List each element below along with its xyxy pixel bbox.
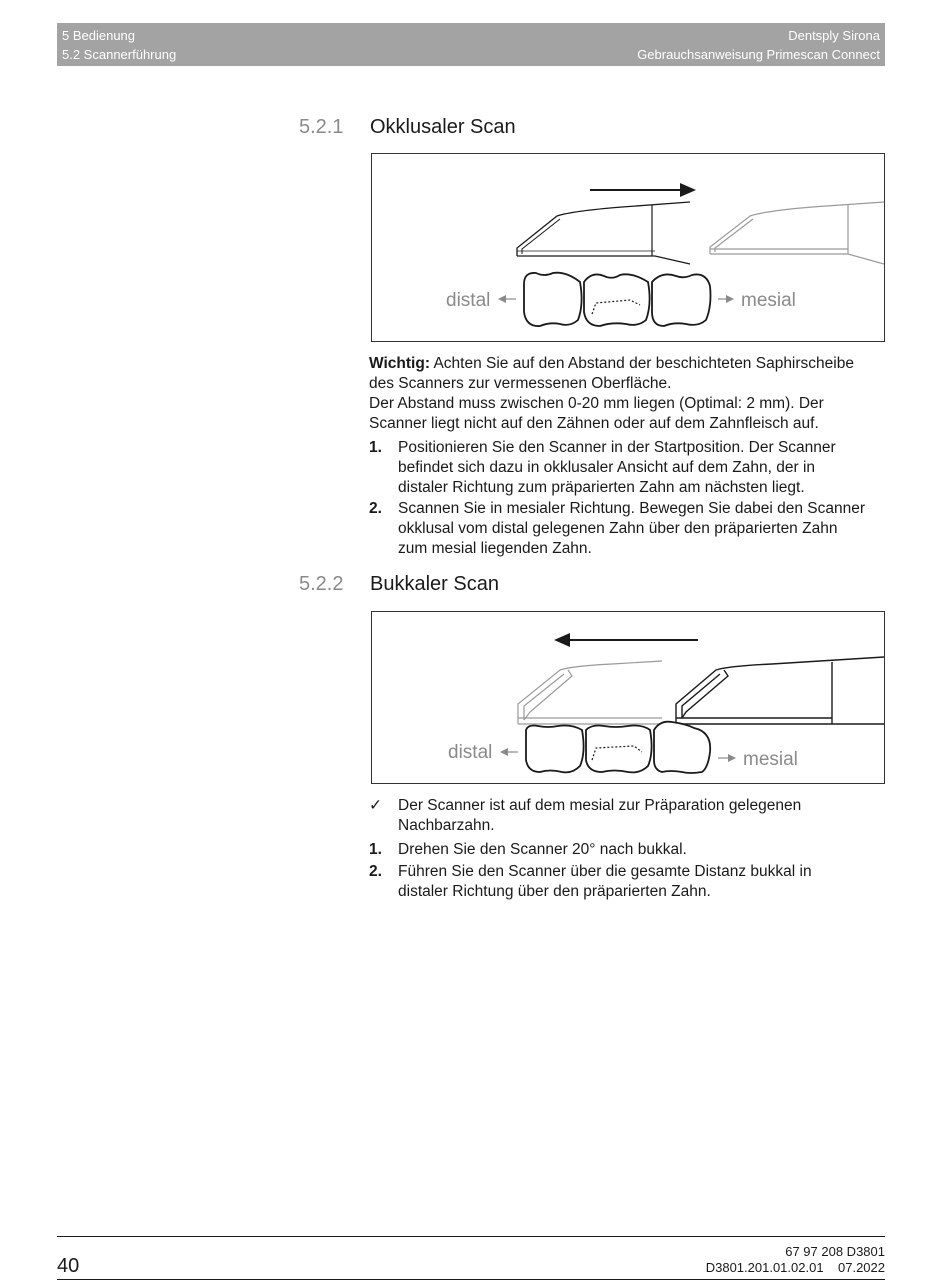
step-line: Positionieren Sie den Scanner in der Startposition. Der Scanner — [398, 439, 836, 456]
buccal-scan-illustration — [372, 612, 884, 783]
step-number: 1. — [369, 841, 382, 858]
teeth-row — [524, 273, 711, 326]
direction-arrow-head — [680, 183, 696, 197]
step-number: 2. — [369, 500, 382, 517]
note-line-2: des Scanners zur vermessenen Oberfläche. — [369, 375, 672, 392]
occlusal-scan-illustration — [372, 154, 884, 341]
figure-buccal-scan — [371, 611, 885, 784]
header-brand: Dentsply Sirona — [788, 28, 880, 43]
header-chapter: 5 Bedienung — [62, 28, 136, 43]
section-title-521: Okklusaler Scan — [370, 116, 516, 138]
step-line: Führen Sie den Scanner über die gesamte Distanz bukkal in — [398, 863, 812, 880]
step-line: zum mesial liegenden Zahn. — [398, 540, 592, 557]
footer-rule-top — [57, 1236, 885, 1237]
direction-arrow-head — [554, 633, 570, 647]
tooth-prepared — [584, 274, 650, 326]
page-number: 40 — [57, 1255, 80, 1277]
header-manual-title: Gebrauchsanweisung Primescan Connect — [637, 47, 880, 62]
step-line: Drehen Sie den Scanner 20° nach bukkal. — [398, 841, 687, 858]
step-number: 2. — [369, 863, 382, 880]
doc-number: 67 97 208 D3801 — [785, 1244, 885, 1259]
figure-occlusal-scan — [371, 153, 885, 342]
arrow-right-icon — [726, 295, 734, 303]
scanner-end-outline — [710, 202, 884, 264]
step-line: befindet sich dazu in okklusaler Ansicht auf dem Zahn, der in — [398, 459, 816, 476]
doc-date: 07.2022 — [838, 1260, 885, 1275]
arrow-left-icon — [498, 295, 506, 303]
label-distal: distal — [446, 290, 491, 311]
teeth-row — [526, 722, 710, 773]
tooth-distal — [526, 726, 584, 773]
note-line-1: Achten Sie auf den Abstand der beschichteten Saphirscheibe — [430, 355, 854, 372]
step-number: 1. — [369, 439, 382, 456]
label-mesial: mesial — [741, 290, 796, 311]
footer-rule-bottom — [57, 1279, 885, 1280]
doc-version-date — [706, 1260, 885, 1275]
precondition-line: Der Scanner ist auf dem mesial zur Präparation gelegenen — [398, 797, 802, 814]
scanner-end-outline — [518, 661, 662, 724]
tooth-mesial — [654, 722, 710, 773]
tooth-prepared — [586, 726, 652, 773]
header-section: 5.2 Scannerführung — [62, 47, 177, 62]
label-mesial: mesial — [743, 749, 798, 770]
step-line: distaler Richtung über den präparierten Zahn. — [398, 883, 711, 900]
important-note — [369, 354, 889, 434]
checkmark-icon: ✓ — [369, 797, 382, 814]
section-title-522: Bukkaler Scan — [370, 573, 499, 595]
note-line-3: Der Abstand muss zwischen 0-20 mm liegen (Optimal: 2 mm). Der — [369, 395, 824, 412]
scanner-start-outline — [676, 657, 884, 724]
arrow-right-icon — [728, 754, 736, 762]
step-line: Scannen Sie in mesialer Richtung. Bewegen Sie dabei den Scanner — [398, 500, 866, 517]
doc-version: D3801.201.01.02.01 — [705, 1260, 824, 1275]
step-line: okklusal vom distal gelegenen Zahn über den präparierten Zahn — [398, 520, 838, 537]
scanner-start-outline — [517, 202, 690, 256]
tooth-distal — [524, 273, 582, 326]
note-line-4: Scanner liegt nicht auf den Zähnen oder auf dem Zahnfleisch auf. — [369, 415, 819, 432]
step-line: distaler Richtung zum präparierten Zahn am nächsten liegt. — [398, 479, 805, 496]
tooth-mesial — [652, 274, 711, 326]
arrow-left-icon — [500, 748, 508, 756]
label-distal: distal — [448, 742, 493, 763]
section-number-521: 5.2.1 — [299, 116, 344, 138]
note-label: Wichtig: — [369, 355, 430, 372]
section-number-522: 5.2.2 — [299, 573, 344, 595]
precondition-line: Nachbarzahn. — [398, 817, 495, 834]
page-header — [57, 23, 885, 66]
